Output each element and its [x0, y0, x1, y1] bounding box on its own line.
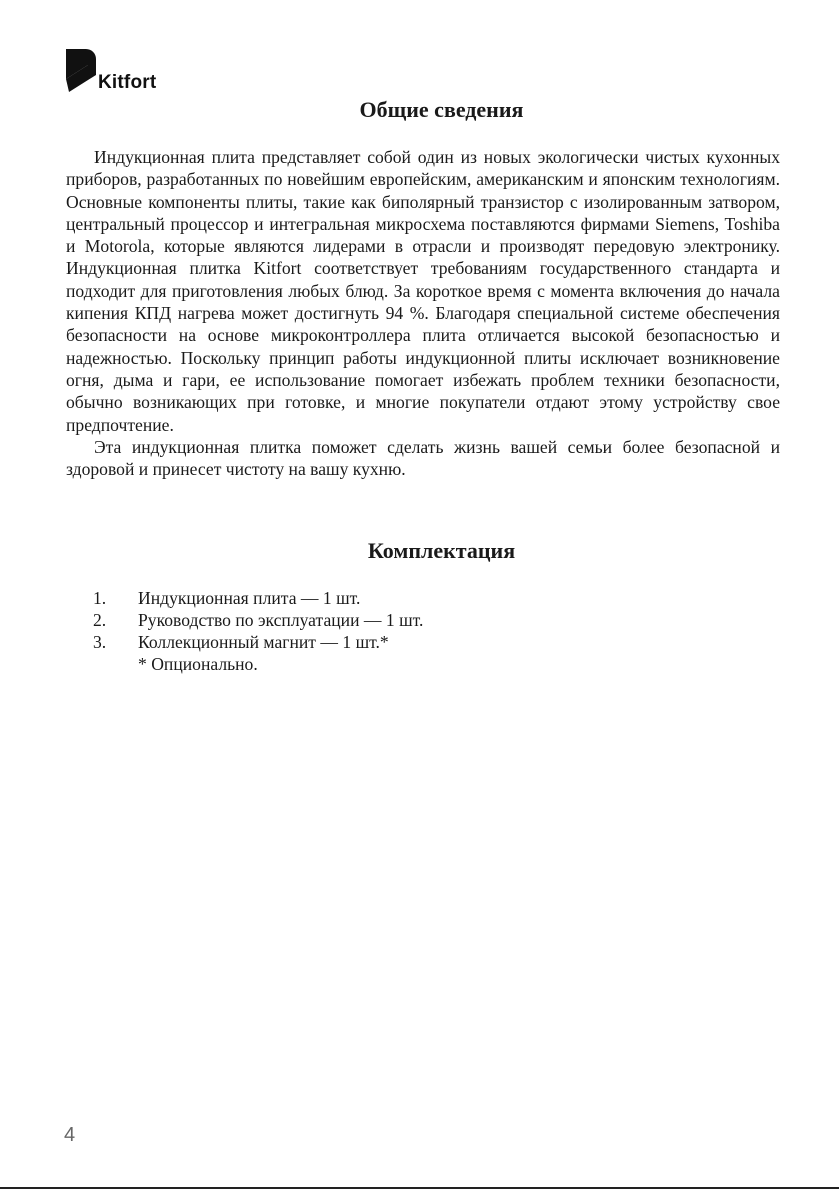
list-item [93, 587, 423, 609]
package-list [93, 587, 423, 653]
general-info-text [66, 146, 780, 480]
brand-logo [66, 49, 156, 95]
list-item-number: 1. [93, 588, 107, 608]
list-item-text: Индукционная плита — 1 шт. [138, 588, 361, 608]
section-title-package: Комплектация [367, 538, 516, 563]
list-item [93, 609, 423, 631]
paragraph: Индукционная плита представляет собой один из новых экологически чистых кухонных приборов, разработанных по новейшим европейским, американским и японским технологиям. Основные компоненты плиты, такие как биполярный транзистор с изолированным затвором, центральный процессор и интегральная микросхема поставляются фирмами Siemens, Toshiba и Motorola, которые являются лидерами в отрасли и производят передовую электронику. Индукционная плитка Kitfort соответствует требованиям государственного стандарта и подходит для приготовления любых блюд. За короткое время с момента включения до начала кипения КПД нагрева может достигнуть 94 %. Благодаря специальной системе обеспечения безопасности на основе микроконтроллера плита отличается высокой безопасностью и надежностью. Поскольку принцип работы индукционной плиты исключает возникновение огня, дыма и гари, ее использование помогает избежать проблем техники безопасности, обычно возникающих при готовке, и многие покупатели отдают этому устройству свое предпочтение. [66, 147, 780, 435]
section-title-general: Общие сведения [359, 97, 524, 122]
list-item-number: 2. [93, 610, 107, 630]
page-number: 4 [64, 1124, 76, 1146]
brand-name: Kitfort [98, 72, 157, 93]
list-item [93, 631, 423, 653]
kitfort-logo-icon [66, 49, 96, 95]
footnote: * Опционально. [138, 654, 258, 674]
paragraph: Эта индукционная плитка поможет сделать жизнь вашей семьи более безопасной и здоровой и принесет чистоту на вашу кухню. [66, 436, 780, 480]
list-item-text: Коллекционный магнит — 1 шт.* [138, 632, 389, 652]
list-item-text: Руководство по эксплуатации — 1 шт. [138, 610, 424, 630]
list-item-number: 3. [93, 632, 107, 652]
